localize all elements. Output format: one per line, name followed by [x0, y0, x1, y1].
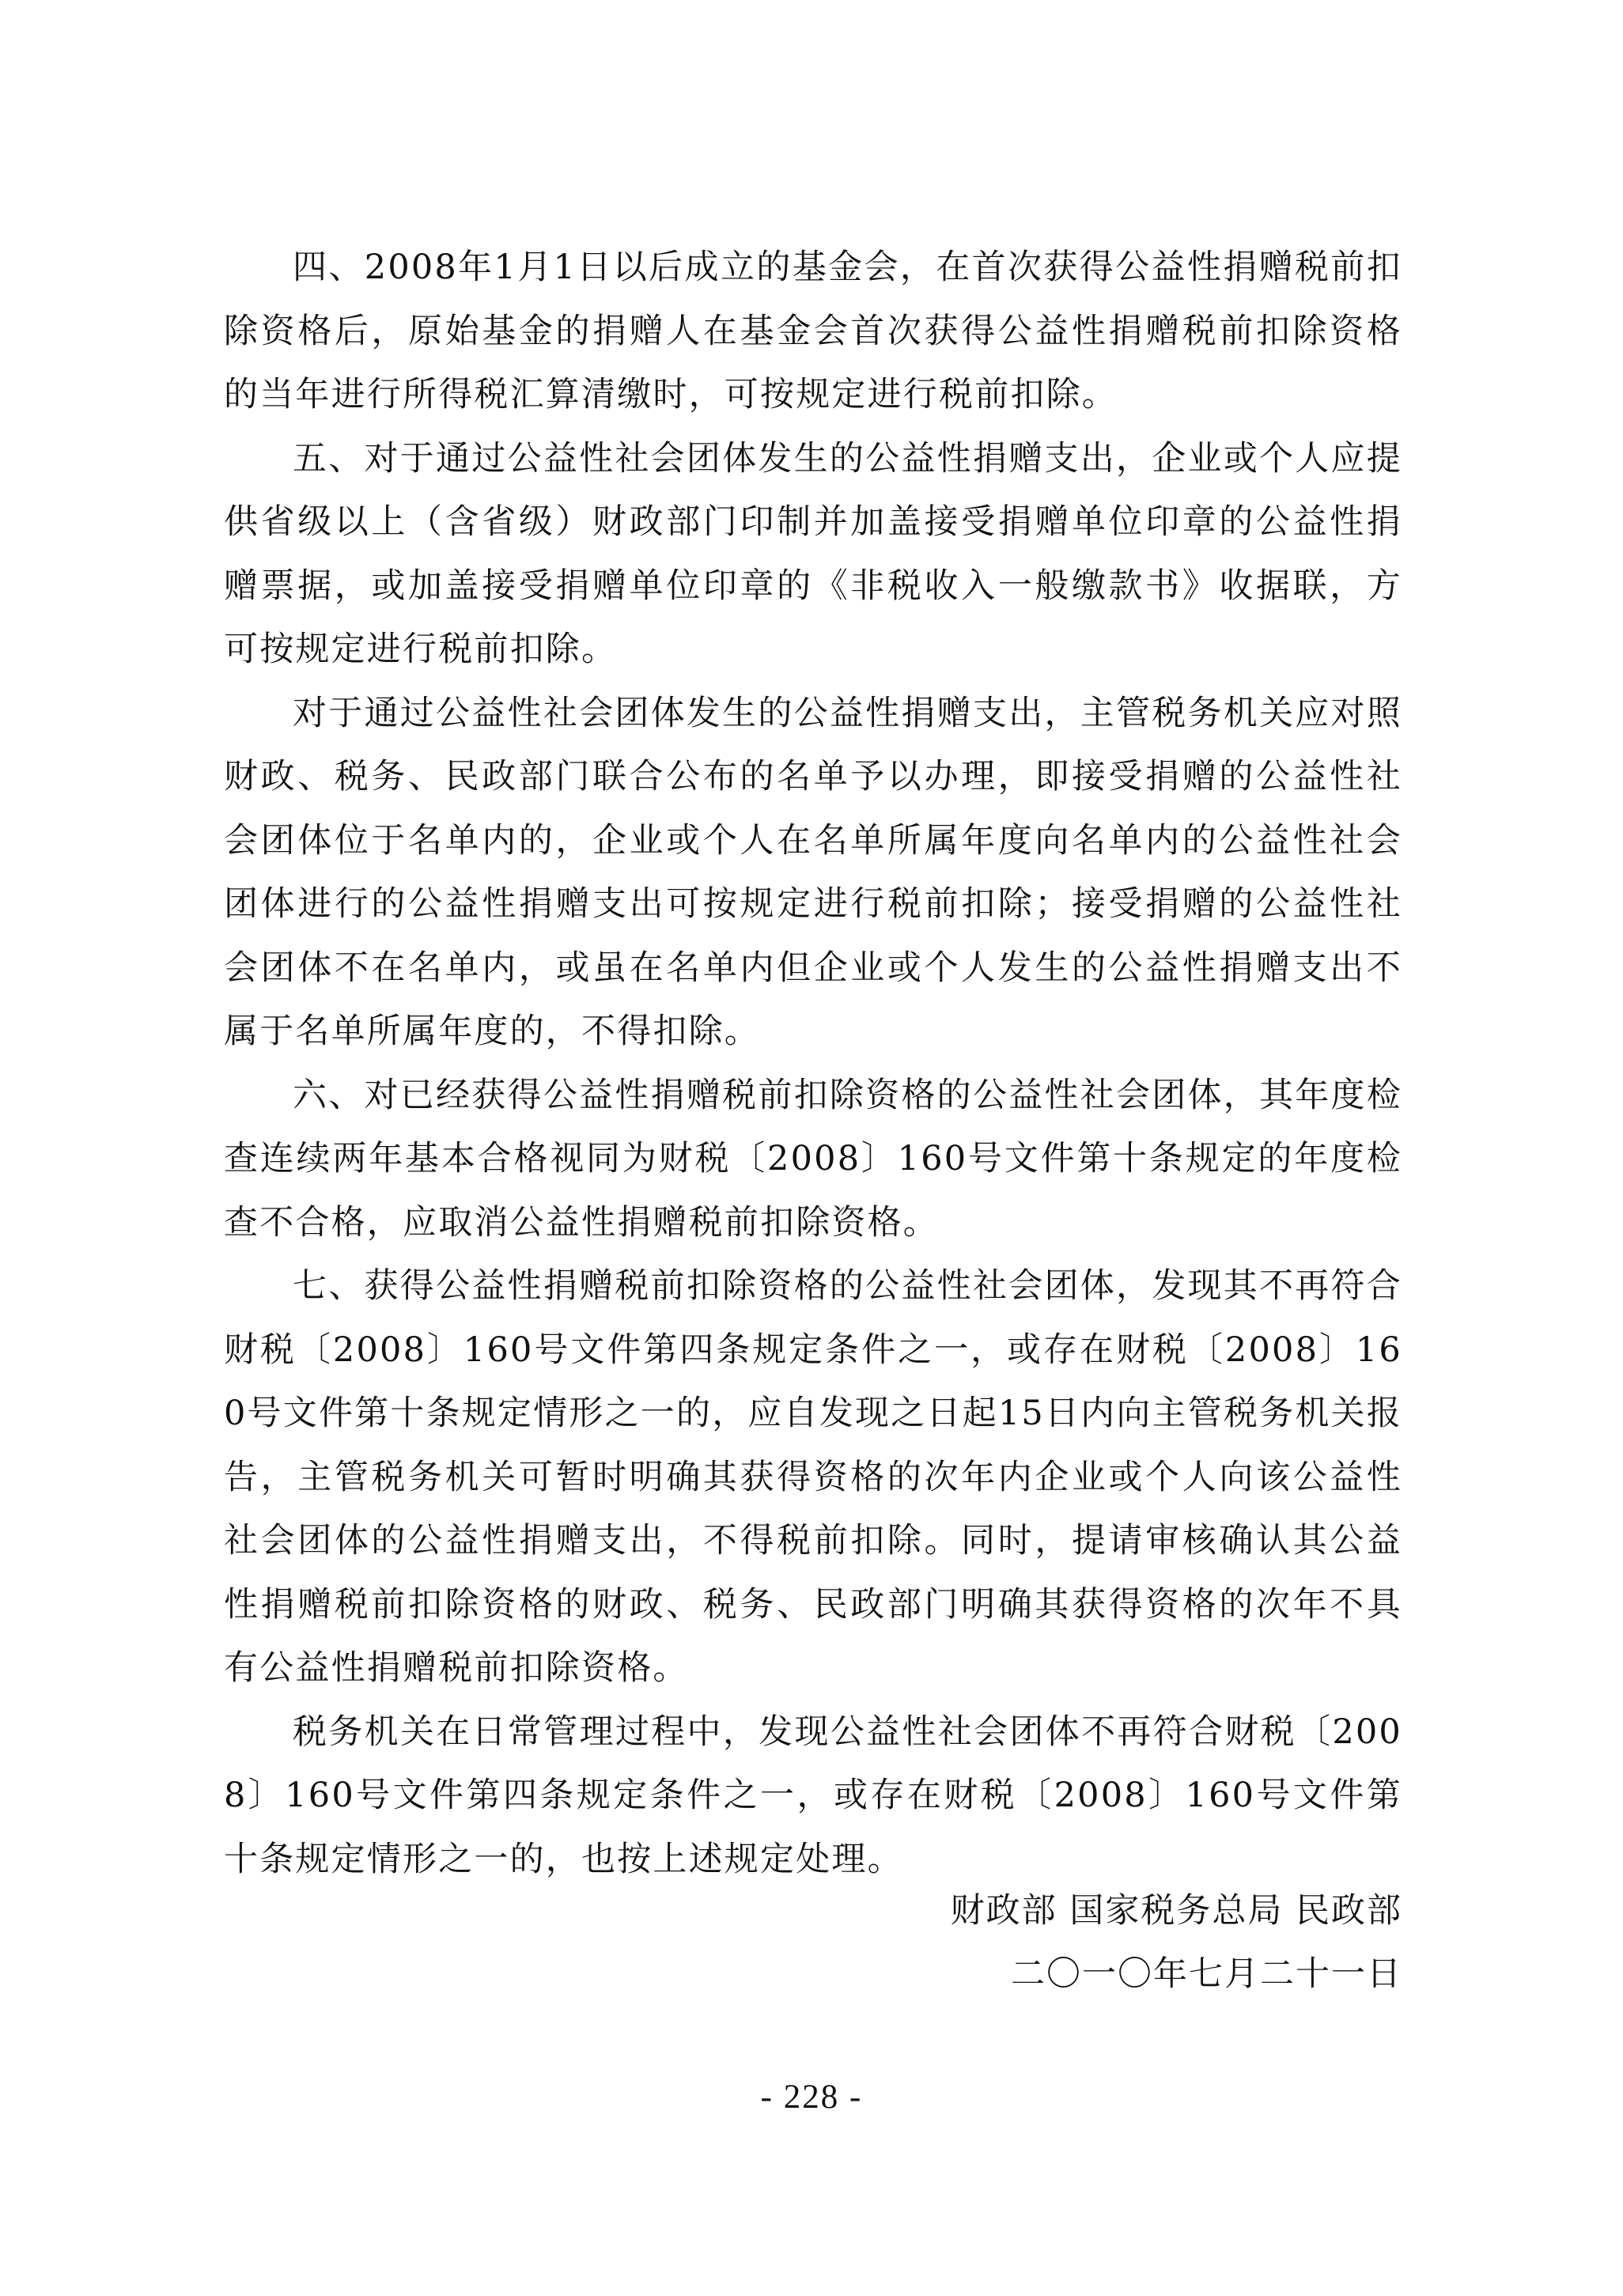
paragraph-clause-5: 五、对于通过公益性社会团体发生的公益性捐赠支出，企业或个人应提供省级以上（含省级）财政部门印制并加盖接受捐赠单位印章的公益性捐赠票据，或加盖接受捐赠单位印章的《非税收入一般缴款书》收据联，方可按规定进行税前扣除。 [224, 438, 1402, 669]
page-number: - 228 - [760, 2079, 863, 2116]
paragraph-clause-5-continued: 对于通过公益性社会团体发生的公益性捐赠支出，主管税务机关应对照财政、税务、民政部门联合公布的名单予以办理，即接受捐赠的公益性社会团体位于名单内的，企业或个人在名单所属年度向名单内的公益性社会团体进行的公益性捐赠支出可按规定进行税前扣除；接受捐赠的公益性社会团体不在名单内，或虽在名单内但企业或个人发生的公益性捐赠支出不属于名单所属年度的，不得扣除。 [224, 693, 1402, 1051]
issuing-authorities: 财政部 国家税务总局 民政部 [950, 1891, 1402, 1931]
document-body [224, 236, 1402, 1891]
signature-block [951, 1879, 1402, 2006]
paragraph-clause-4: 四、2008年1月1日以后成立的基金会，在首次获得公益性捐赠税前扣除资格后，原始基金的捐赠人在基金会首次获得公益性捐赠税前扣除资格的当年进行所得税汇算清缴时，可按规定进行税前扣除。 [224, 248, 1402, 414]
paragraph-clause-7-continued: 税务机关在日常管理过程中，发现公益性社会团体不再符合财税〔2008〕160号文件第四条规定条件之一，或存在财税〔2008〕160号文件第十条规定情形之一的，也按上述规定处理。 [224, 1712, 1402, 1879]
paragraph-clause-6: 六、对已经获得公益性捐赠税前扣除资格的公益性社会团体，其年度检查连续两年基本合格视同为财税〔2008〕160号文件第十条规定的年度检查不合格，应取消公益性捐赠税前扣除资格。 [224, 1075, 1402, 1243]
paragraph-clause-7: 七、获得公益性捐赠税前扣除资格的公益性社会团体，发现其不再符合财税〔2008〕160号文件第四条规定条件之一，或存在财税〔2008〕160号文件第十条规定情形之一的，应自发现之日起15日内向主管税务机关报告，主管税务机关可暂时明确其获得资格的次年内企业或个人向该公益性社会团体的公益性捐赠支出，不得税前扣除。同时，提请审核确认其公益性捐赠税前扣除资格的财政、税务、民政部门明确其获得资格的次年不具有公益性捐赠税前扣除资格。 [224, 1266, 1402, 1688]
issue-date: 二〇一〇年七月二十一日 [1011, 1954, 1402, 1994]
